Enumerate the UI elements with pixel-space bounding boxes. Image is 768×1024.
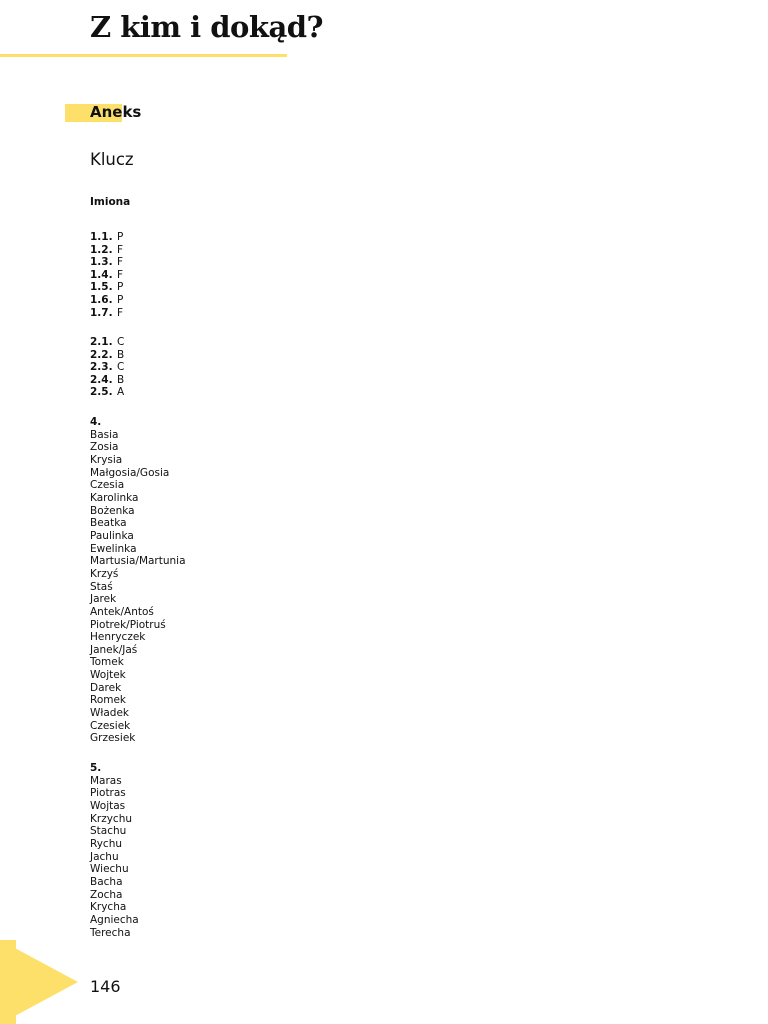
list-item: Karolinka [90, 491, 139, 504]
list-item: Wojtek [90, 669, 126, 682]
exercise-5 [90, 762, 139, 939]
list-item: Krzychu [90, 812, 133, 825]
list-item: Zocha [90, 888, 123, 901]
answer-value: F [117, 243, 124, 256]
answer-row [90, 307, 123, 320]
list-item: Paulinka [90, 529, 134, 542]
list-item: Wiechu [90, 863, 129, 876]
title-underline [0, 54, 287, 57]
list-item: Basia [90, 428, 119, 441]
answer-list-exercise-2 [90, 336, 124, 399]
answer-value: B [117, 373, 125, 386]
list-item: Antek/Antoś [90, 605, 154, 618]
answer-number: 2.4. [90, 373, 113, 386]
list-item: Darek [90, 681, 122, 694]
answer-row [90, 256, 123, 269]
answer-value: F [117, 256, 124, 269]
colloquial-names-list [90, 775, 139, 940]
subsection-title: Klucz [90, 150, 134, 169]
list-item: Janek/Jaś [90, 643, 138, 656]
list-item: Zosia [90, 441, 119, 454]
list-item: Beatka [90, 517, 127, 530]
answer-row [90, 269, 123, 282]
answer-number: 1.5. [90, 281, 113, 294]
answer-value: P [117, 281, 124, 294]
list-item: Ewelinka [90, 542, 137, 555]
answer-value: B [117, 348, 125, 361]
answer-row [90, 244, 123, 257]
list-item: Rychu [90, 837, 123, 850]
list-item: Krzyś [90, 567, 119, 580]
exercise-4 [90, 416, 186, 745]
diminutive-names-list [90, 429, 186, 745]
answer-number: 2.1. [90, 336, 113, 348]
list-item: Krycha [90, 901, 127, 914]
block-heading: Imiona [90, 196, 131, 208]
list-item: Maras [90, 774, 122, 787]
answer-value: F [117, 268, 124, 281]
page-number: 146 [90, 977, 121, 996]
answer-row [90, 374, 124, 387]
answer-row [90, 294, 123, 307]
answer-list-exercise-1 [90, 231, 123, 319]
book-title: Z kim i dokąd? [90, 10, 324, 44]
answer-value: F [117, 306, 124, 319]
list-item: Henryczek [90, 631, 146, 644]
list-item: Romek [90, 694, 127, 707]
answer-number: 1.6. [90, 293, 113, 306]
list-item: Jachu [90, 850, 119, 863]
list-item: Agniecha [90, 913, 139, 926]
list-item: Czesia [90, 479, 125, 492]
answer-number: 1.1. [90, 231, 113, 243]
answer-value: A [117, 386, 125, 399]
answer-value: C [117, 361, 125, 374]
answer-row [90, 281, 123, 294]
list-item: Terecha [90, 926, 131, 939]
answer-number: 1.7. [90, 306, 113, 319]
answer-number: 1.2. [90, 243, 113, 256]
list-item: Tomek [90, 656, 124, 669]
list-item: Martusia/Martunia [90, 555, 186, 568]
answer-number: 1.4. [90, 268, 113, 281]
list-item: Małgosia/Gosia [90, 466, 170, 479]
exercise-number: 4. [90, 416, 102, 428]
answer-row [90, 336, 124, 349]
list-item: Władek [90, 707, 130, 720]
answer-number: 2.5. [90, 386, 113, 399]
answer-row [90, 231, 123, 244]
list-item: Krysia [90, 453, 123, 466]
list-item: Bożenka [90, 504, 135, 517]
section-title: Aneks [90, 103, 142, 121]
list-item: Staś [90, 580, 113, 593]
answer-number: 2.2. [90, 348, 113, 361]
answer-number: 2.3. [90, 361, 113, 374]
answer-row [90, 386, 124, 399]
exercise-number: 5. [90, 762, 102, 774]
list-item: Grzesiek [90, 732, 136, 745]
list-item: Jarek [90, 593, 117, 606]
answer-number: 1.3. [90, 256, 113, 269]
answer-value: P [117, 293, 124, 306]
answer-row [90, 361, 124, 374]
arrow-right-icon [0, 940, 78, 1024]
list-item: Wojtas [90, 799, 126, 812]
answer-row [90, 349, 124, 362]
list-item: Stachu [90, 825, 127, 838]
list-item: Czesiek [90, 719, 131, 732]
list-item: Bacha [90, 875, 123, 888]
list-item: Piotras [90, 787, 126, 800]
list-item: Piotrek/Piotruś [90, 618, 166, 631]
answer-value: C [117, 336, 125, 348]
answer-value: P [117, 231, 124, 243]
